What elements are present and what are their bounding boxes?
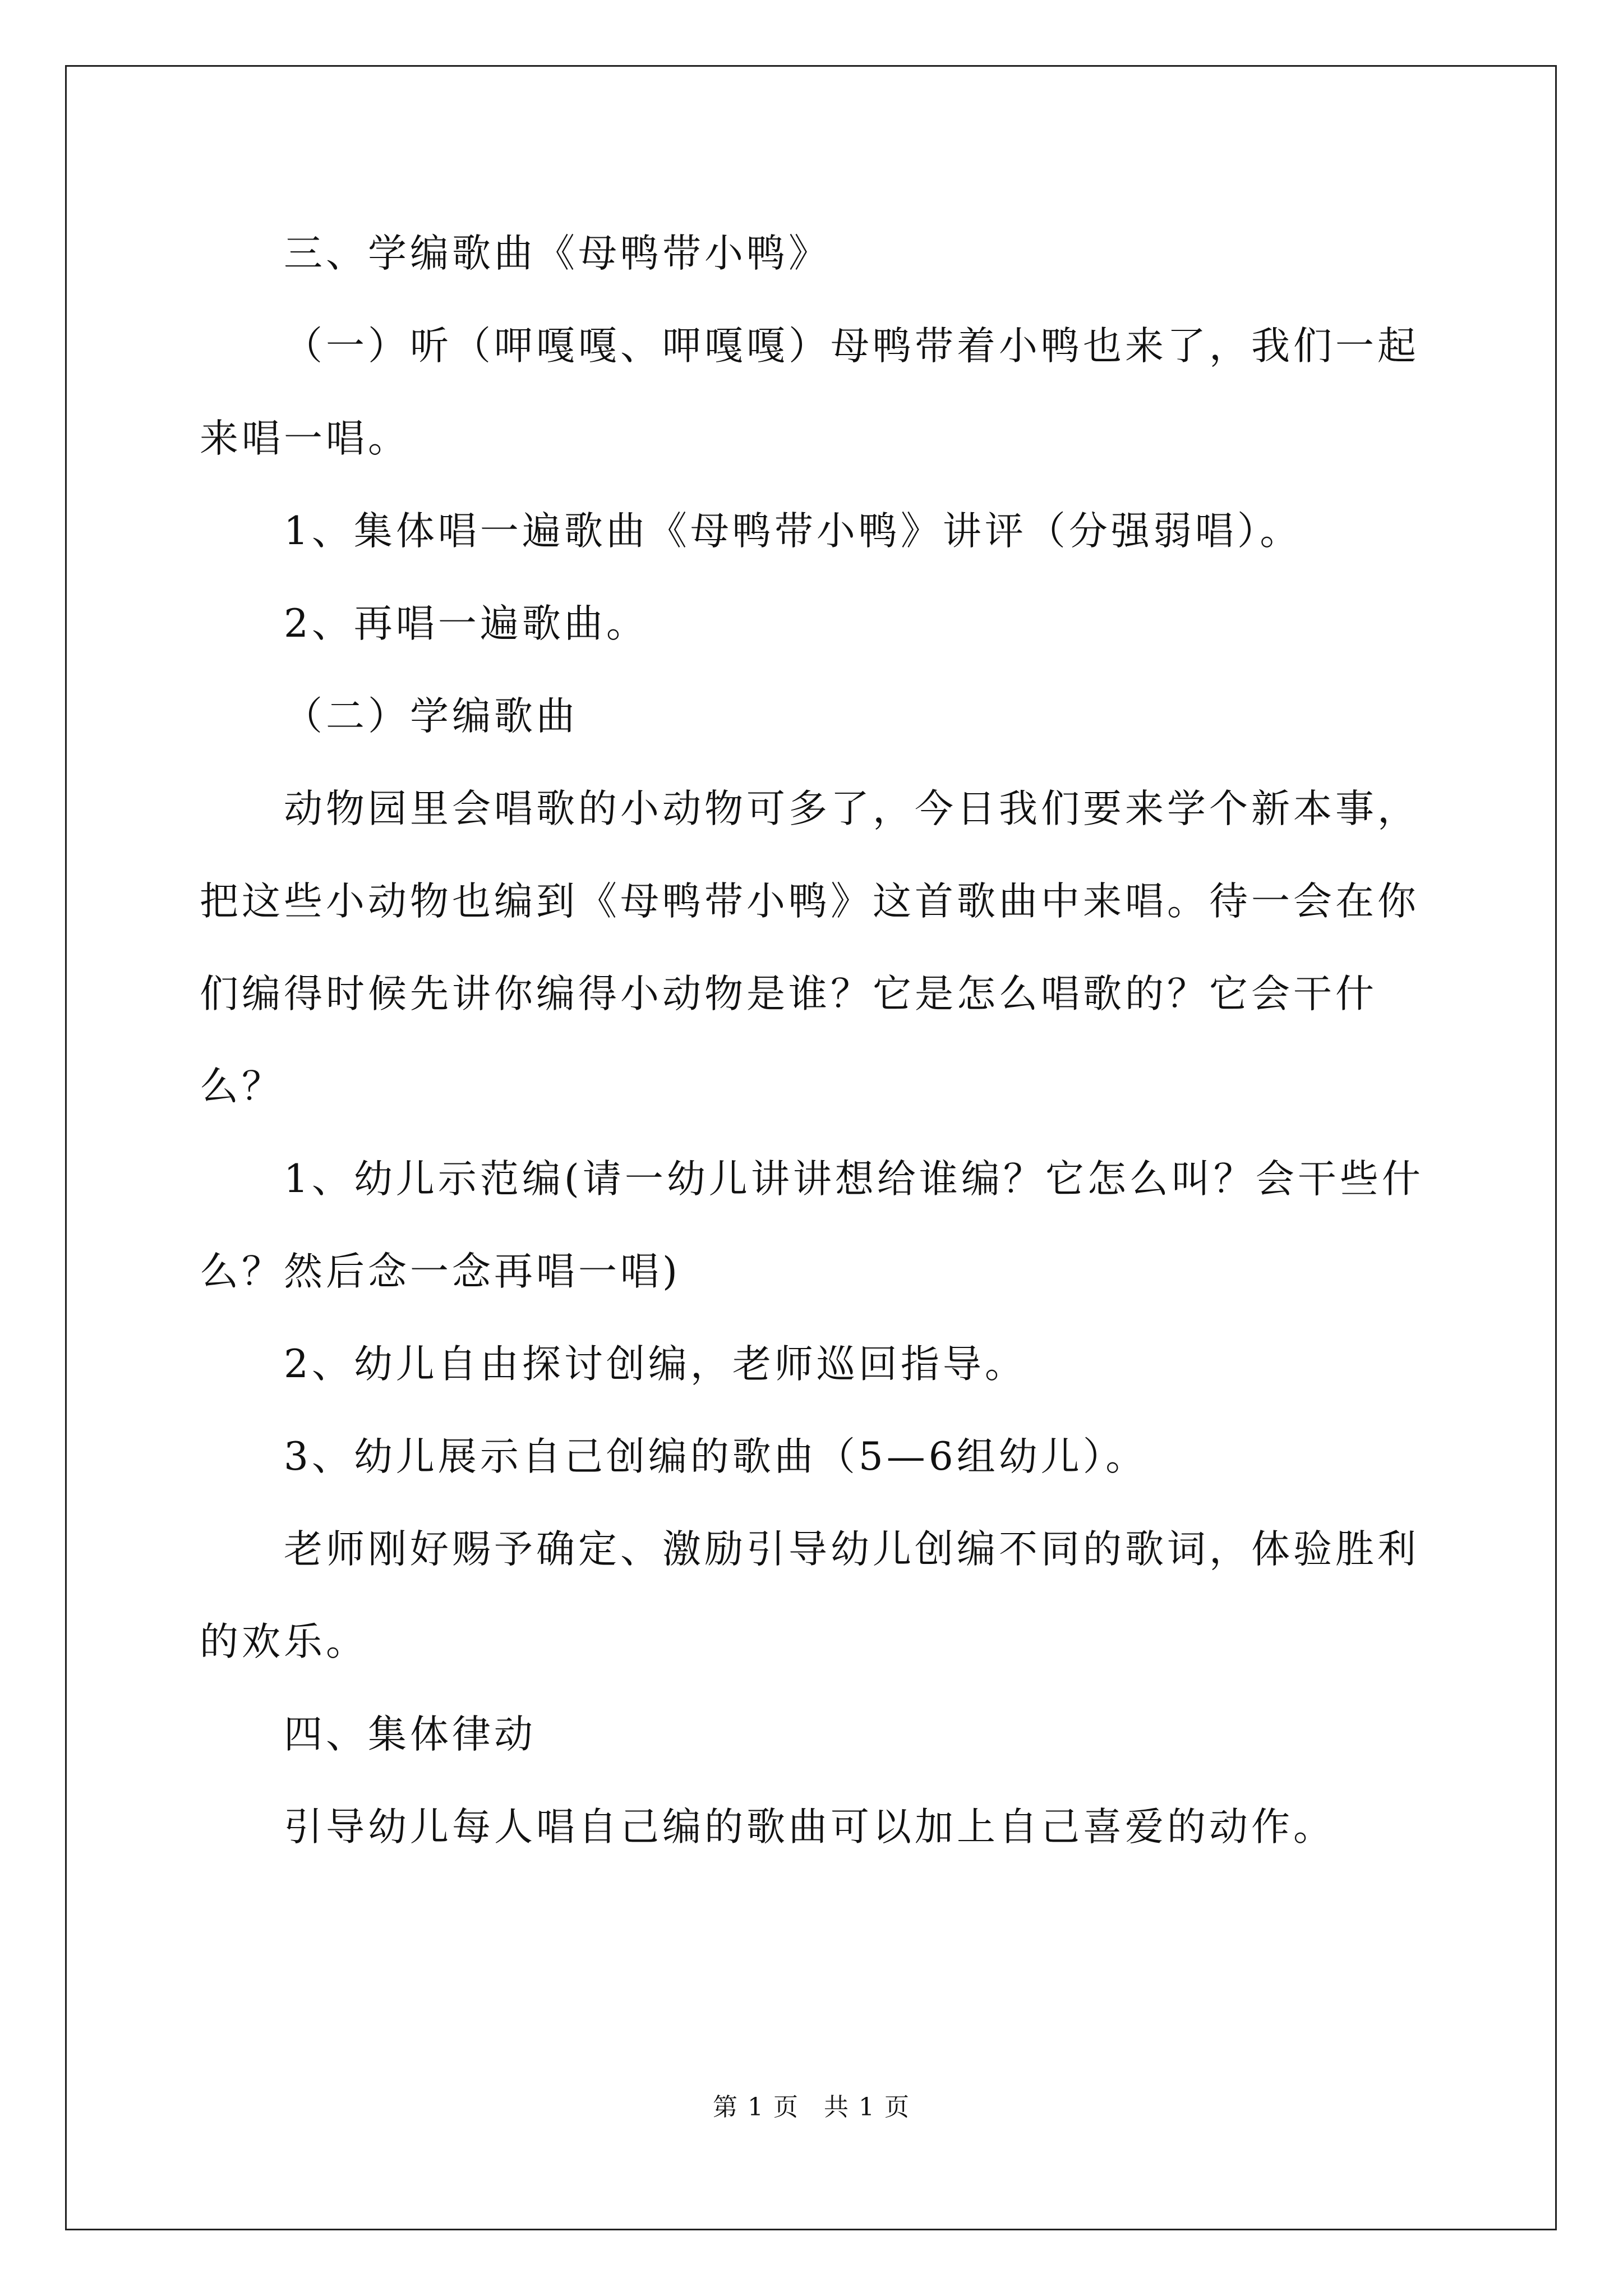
paragraph: （一）听（呷嘎嘎、呷嘎嘎）母鸭带着小鸭也来了，我们一起来唱一唱。 <box>200 324 1419 461</box>
page-number: 第 1 页 <box>713 2093 799 2122</box>
section-heading-3: 三、学编歌曲《母鸭带小鸭》 <box>284 231 831 276</box>
page-footer <box>0 2087 1623 2123</box>
document-body <box>200 208 1433 1874</box>
list-item: 1、集体唱一遍歌曲《母鸭带小鸭》讲评（分强弱唱）。 <box>284 509 1302 554</box>
list-item: 2、幼儿自由探讨创编，老师巡回指导。 <box>284 1342 1027 1387</box>
subsection-heading: （二）学编歌曲 <box>284 694 578 739</box>
paragraph: 老师刚好赐予确定、激励引导幼儿创编不同的歌词，体验胜利的欢乐。 <box>200 1527 1419 1664</box>
list-item: 1、幼儿示范编(请一幼儿讲讲想给谁编？它怎么叫？会干些什么？然后念一念再唱一唱) <box>200 1157 1424 1294</box>
paragraph: 引导幼儿每人唱自己编的歌曲可以加上自己喜爱的动作。 <box>284 1805 1335 1849</box>
page-total: 共 1 页 <box>824 2093 910 2122</box>
section-heading-4: 四、集体律动 <box>284 1712 536 1757</box>
paragraph: 动物园里会唱歌的小动物可多了，今日我们要来学个新本事，把这些小动物也编到《母鸭带小鸭》这首歌曲中来唱。待一会在你们编得时候先讲你编得小动物是谁？它是怎么唱歌的？它会干什么？ <box>200 786 1419 1109</box>
list-item: 2、再唱一遍歌曲。 <box>284 601 648 646</box>
list-item: 3、幼儿展示自己创编的歌曲（5—6组幼儿）。 <box>284 1434 1148 1479</box>
